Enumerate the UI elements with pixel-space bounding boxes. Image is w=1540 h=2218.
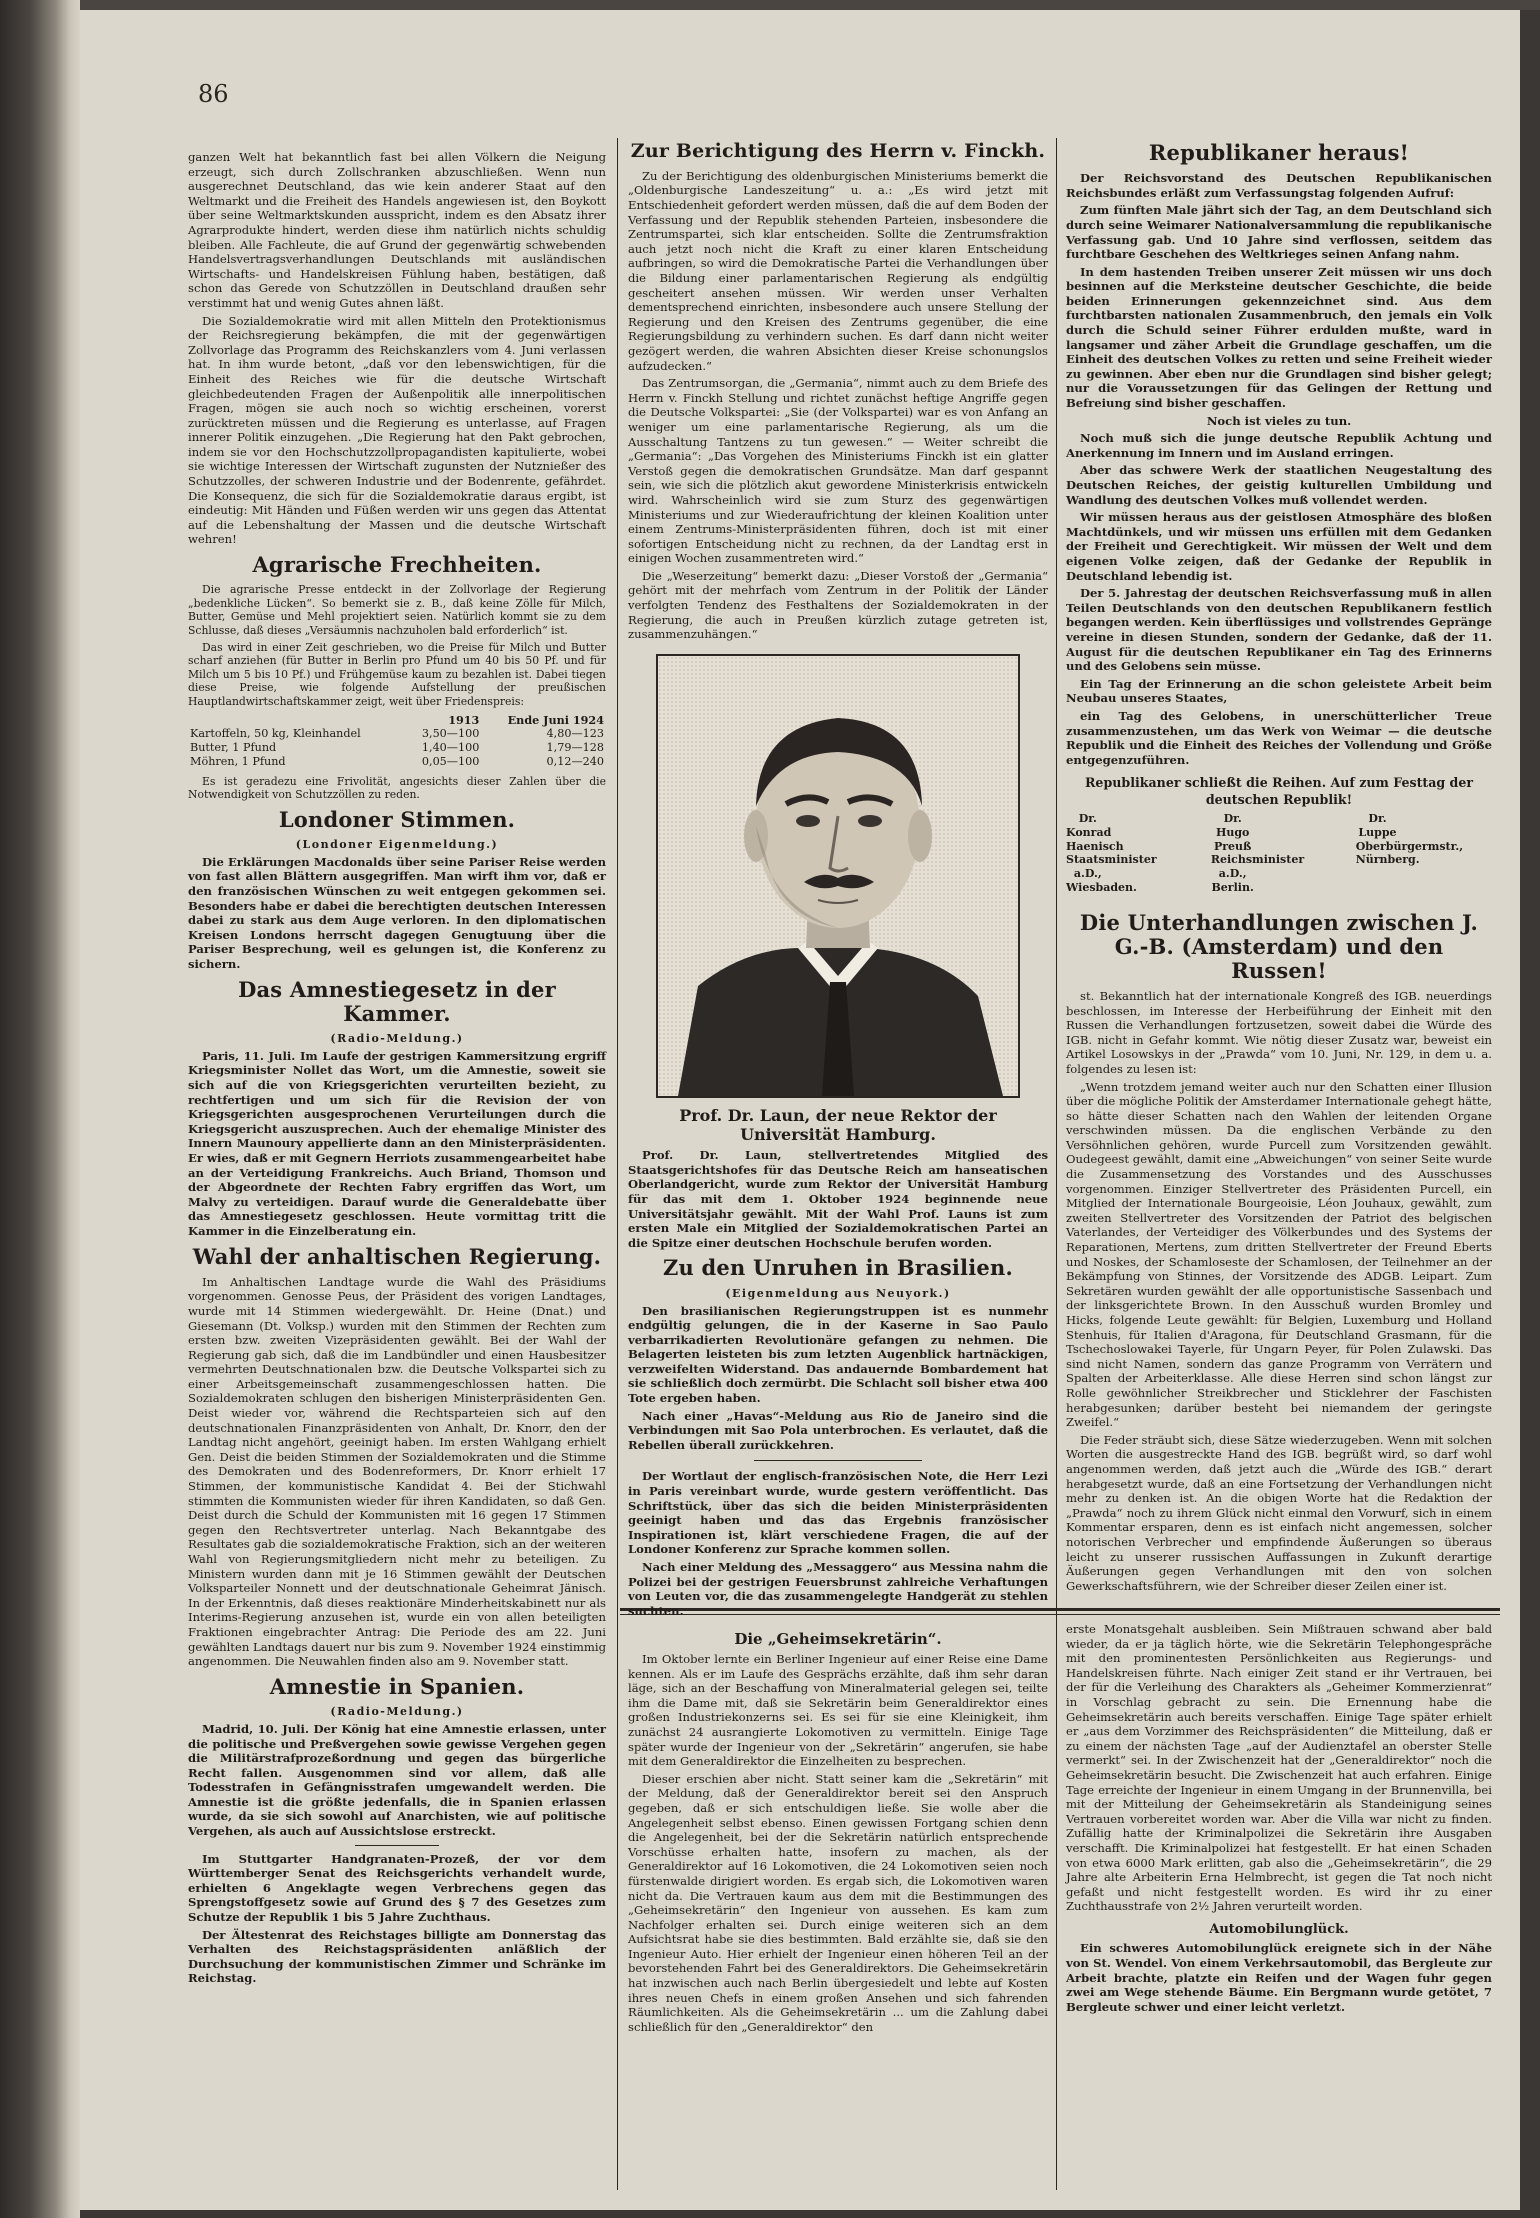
column-3 bbox=[1066, 135, 1492, 1615]
republikaner-heading: Republikaner heraus! bbox=[1148, 140, 1410, 165]
feuilleton-left-paragraph-1: Im Oktober lernte ein Berliner Ingenieur auf einer Reise eine Dame kennen. Als er im Laufe des Gesprächs erzählte, daß ihm sehr daran läge, sich an der Beschaffung von Mineralmaterial gelegen sei, teilte ihm die Dame mit, daß sie Sekretärin beim Generaldirektor eines großen Industriekonzerns sei. Es sei für sie eine Kleinigkeit, ihm zunächst 24 ausrangierte Lokomotiven zu vermitteln. Einige Tage später wurde der Ingenieur von der „Sekretärin“ angerufen, sie habe mit dem Generaldirektor die Einzelheiten zu besprechen. bbox=[628, 1652, 1048, 1769]
verhandlungen-paragraph-3: Die Feder sträubt sich, diese Sätze wiederzugeben. Wenn mit solchen Worten die ausgestreckte Hand des IGB. begrüßt wird, so darf wohl angenommen werden, daß jetzt auch die „Würde des IGB.“ derart herabgesetzt wurde, daß an eine Fortsetzung der Verhandlungen nicht mehr zu denken ist. An die obigen Worte hat die Redaktion der „Prawda“ noch zu ihrem Glück nicht einmal den Vorwurf, sich in einem Kommentar ersparen, denn es ist einfach nicht angemessen, solcher notorischen Verbrecher und empfindende Äußerungen so überaus leicht zu unserer russischen Auffassungen in Zukunft derartige Äußerungen gegen Verhandlungen mit den von solchen Gewerkschaftsführern, wie der Schreiber dieser Zeilen einer ist. bbox=[1066, 1432, 1492, 1593]
table-cell: Kartoffeln, 50 kg, Kleinhandel bbox=[190, 726, 361, 740]
table-cell: 0,05—100 bbox=[421, 754, 480, 768]
verhandlungen-paragraph-2: „Wenn trotzdem jemand weiter auch nur den Schatten einer Illusion über die mögliche Politik der Amsterdamer Internationale gehegt hätte, so hätte dieser Schatten nach den Wahlen der leitenden Organe verschwinden müssen. Da die englischen Verbände zu den Versöhnlichen gehören, wurde Purcell zum Vorsitzenden gewählt. Oudegeest gewählt, damit eine „Abweichungen“ von seiner Seite wurde die Zusammensetzung des Vorstandes und des Ausschusses vorgenommen. Einziger Stellvertreter des Präsidenten Purcell, ein Mitglied der Internationale Bourgeoisie, Léon Jouhaux, gewählt, zum zweiten Stellvertreter des Vorsitzenden der Patriot des belgischen Vaterlandes, der Verteidiger des Völkerbundes und des Systems der Reparationen, Mertens, zum dritten Stellvertreter der Freund Eberts und Noskes, der Schamloseste der Schamlosen, der Teilnehmer an der Bekämpfung von Stinnes, der Vorsitzende des ADGB. Leipart. Zum Sekretären wurden gewählt der alle opportunistische Sassenbach und der linksgerichtete Brown. In den Ausschuß wurden Bromley und Hicks, folgende Leute gewählt: für Belgien, Luxemburg und Holland Stenhuis, für Italien d'Aragona, für Deutschland Grasmann, für die Tschechoslowakei Tayerle, für Ungarn Peyer, für Polen Zulawski. Das sind nicht Namen, sondern das ganze Programm von Verrätern und Spalten der Arbeiterklasse. Alle diese Herren sind schon längst zur Rolle gewöhnlicher Streikbrecher und Sticklehrer der Faschisten herabgesunken; darüber besteht bei niemandem der geringste Zweifel.“ bbox=[1066, 1079, 1492, 1430]
feuilleton-right bbox=[1066, 1622, 1492, 2192]
agrar-paragraph-2: Das wird in einer Zeit geschrieben, wo die Preise für Milch und Butter scharf anziehen (für Butter in Berlin pro Pfund um 40 bis 50 Pf. und für Milch um 5 bis 10 Pf.) und Frühgemüse kaum zu bezahlen ist. Dabei tiegen diese Preise, wie folgende Aufstellung der preußischen Hauptlandwirtschaftskammer zeigt, weit über Friedenspreis: bbox=[188, 640, 606, 708]
republikaner-paragraph-4: Noch ist vieles zu tun. bbox=[1206, 413, 1352, 428]
republikaner-paragraph-3: In dem hastenden Treiben unserer Zeit müssen wir uns doch besinnen auf die Merksteine deutscher Geschichte, die beide beiden Erinnerungen gekennzeichnet sind. Aus dem furchtbarsten nationalen Zusammenbruch, den jemals ein Volk durch die Schuld seiner Führer erdulden mußte, ward in langsamer und zäher Arbeit die Grundlage geschaffen, um die Einheit des deutschen Volkes zu retten und seine Freiheit wieder zu gewinnen. Aber eben nur die Grundlagen sind bisher gelegt; nur die Voraussetzungen für das Gelingen der Rettung und Befreiung sind bisher geschaffen. bbox=[1066, 264, 1492, 411]
divider bbox=[754, 1460, 922, 1461]
price-table bbox=[188, 713, 606, 769]
tail-paragraph-2: Der Ältestenrat des Reichstages billigte am Donnerstag das Verhalten des Reichstagspräsidenten anläßlich der Durchsuchung der kommunistischen Zimmer und Schränke im Reichstag. bbox=[188, 1927, 606, 1986]
table-row bbox=[188, 755, 606, 769]
signature bbox=[1211, 812, 1347, 895]
brasilien-paragraph-1: Den brasilianischen Regierungstruppen ist es nunmehr endgültig gelungen, die in der Kaserne in Sao Paulo verbarrikadierten Revolutionäre gefangen zu nehmen. Die Belagerten leisteten bis zum letzten Augenblick hartnäckigen, verzweifelten Widerstand. Das andauernde Bombardement hat sie schließlich doch zermürbt. Die Schlacht soll bisher etwa 400 Tote ergeben haben. bbox=[628, 1303, 1048, 1406]
price-table-header-cell: Ende Juni 1924 bbox=[507, 712, 604, 727]
intro-paragraph-1: ganzen Welt hat bekanntlich fast bei allen Völkern die Neigung erzeugt, sich durch Zollschranken abzuschließen. Wenn nun ausgerechnet Deutschland, das wie kein anderer Staat auf den Weltmarkt und die Freiheit des Handels angewiesen ist, den Boykott über seine Weltmarktskunden ausspricht, indem es den Absatz ihrer Agrarprodukte hindert, werden diese ihm natürlich nichts schuldig bleiben. Alle Fachleute, die auf Grund der gegenwärtig schwebenden Handelsvertragsverhandlungen Deutschlands mit ausländischen Wirtschafts- und Handelskreisen Fühlung haben, bestätigen, daß schon das Gerede von Schutzzöllen in Deutschland draußen sehr verstimmt hat und wenig Gutes ahnen läßt. bbox=[188, 150, 606, 310]
auto-paragraph: Ein schweres Automobilunglück ereignete sich in der Nähe von St. Wendel. Von einem Verkehrsautomobil, das Bergleute zur Arbeit brachte, platzte ein Reifen und der Wagen fuhr gegen zwei am Wege stehende Bäume. Ein Bergmann wurde getötet, 7 Bergleute schwer und einer leicht verletzt. bbox=[1066, 1941, 1492, 2014]
signature-role: Staatsminister a.D., bbox=[1066, 853, 1157, 881]
agrar-closing: Es ist geradezu eine Frivolität, angesichts dieser Zahlen über die Notwendigkeit von Schutzzöllen zu reden. bbox=[188, 774, 606, 802]
portrait-caption: Prof. Dr. Laun, der neue Rektor der Universität Hamburg. bbox=[679, 1105, 997, 1145]
anhalt-heading: Wahl der anhaltischen Regierung. bbox=[192, 1243, 602, 1269]
column-2 bbox=[628, 135, 1048, 1618]
republikaner-paragraph-6: Aber das schwere Werk der staatlichen Neugestaltung des Deutschen Reiches, der geistig kulturellen Umbildung und Wandlung des deutschen Volkes muß vollendet werden. bbox=[1066, 463, 1492, 507]
amnestie-heading: Das Amnestiegesetz in der Kammer. bbox=[238, 976, 556, 1026]
brasilien-heading: Zu den Unruhen in Brasilien. bbox=[663, 1255, 1013, 1281]
intro-paragraph-2: Die Sozialdemokratie wird mit allen Mitteln den Protektionismus der Reichsregierung bekämpfen, die mit der gegenwärtigen Zollvorlage das Programm des Reichskanzlers vom 4. Juni verlassen hat. In ihm wurde betont, „daß vor den lebenswichtigen, für die Einheit des Reiches wie für die deutsche Wirtschaft gleichbedeutenden Fragen der Außenpolitik alle innerpolitischen Fragen, mögen sie auch noch so wichtig erscheinen, vorerst zurücktreten müssen und die Regierung es unterlasse, auf Fragen innerer Politik einzugehen. „Die Regierung hat den Pakt gebrochen, indem sie vor den Hochschutzzollpropagandisten kapitulierte, wobei sie wichtige Interessen der Wirtschaft zugunsten der Nutznießer des Schutzzolles, der schweren Industrie und der Bodenrente, gefährdet. Die Konsequenz, die sich für die Sozialdemokratie daraus ergibt, ist eindeutig: Mit Händen und Füßen werden wir uns gegen das Attentat auf die Lebenshaltung der Massen und die deutsche Wirtschaft wehren! bbox=[188, 313, 606, 547]
amnestie-kicker: (Radio-Meldung.) bbox=[330, 1031, 464, 1045]
signature bbox=[1356, 812, 1492, 895]
feuilleton-heading: Die „Geheimsekretärin“. bbox=[734, 1630, 942, 1648]
table-cell: 1,40—100 bbox=[421, 740, 480, 754]
brasilien-paragraph-2: Nach einer „Havas“-Meldung aus Rio de Janeiro sind die Verbindungen mit Sao Pola unterbrochen. Es verlautet, daß die Rebellen überall zurückkehren. bbox=[628, 1408, 1048, 1452]
auto-heading: Automobilunglück. bbox=[1209, 1921, 1349, 1937]
portrait-photo bbox=[656, 654, 1020, 1098]
portrait-paragraph: Prof. Dr. Laun, stellvertretendes Mitglied des Staatsgerichtshofes für das Deutsche Reich am hanseatischen Oberlandgericht, wurde zum Rektor der Universität Hamburg für das mit dem 1. Oktober 1924 beginnende neue Universitätsjahr gewählt. Mit der Wahl Prof. Launs ist zum ersten Male ein Mitglied der Sozialdemokratischen Partei an die Spitze einer deutschen Hochschule berufen worden. bbox=[628, 1148, 1048, 1250]
spanien-paragraph: Madrid, 10. Juli. Der König hat eine Amnestie erlassen, unter die politische und Preßvergehen sowie gewisse Vergehen gegen die Militärstrafprozeßordnung und gegen das bürgerliche Recht fallen. Ausgenommen sind vor allem, daß alle Todesstrafen in Gefängnisstrafen umgewandelt werden. Die Amnestie ist die größte jedenfalls, die in Spanien erlassen wurde, da sie sich sowohl auf Anarchisten, wie auf politische Vergehen, als auch auf Aussichtslose erstreckt. bbox=[188, 1721, 606, 1839]
table-cell: Möhren, 1 Pfund bbox=[190, 754, 286, 768]
table-cell: Butter, 1 Pfund bbox=[190, 740, 277, 754]
book-binding-edge bbox=[0, 0, 80, 2218]
signature-place: Nürnberg. bbox=[1355, 853, 1420, 867]
portrait-illustration bbox=[658, 656, 1018, 1096]
spanien-kicker: (Radio-Meldung.) bbox=[330, 1704, 464, 1718]
divider bbox=[355, 1845, 439, 1846]
table-cell: 1,79—128 bbox=[546, 740, 604, 754]
table-cell: 3,50—100 bbox=[421, 726, 480, 740]
brasilien-kicker: (Eigenmeldung aus Neuyork.) bbox=[725, 1286, 951, 1300]
republikaner-signoff: Republikaner schließt die Reihen. Auf zum Festtag der deutschen Republik! bbox=[1084, 775, 1474, 807]
london-paragraph: Die Erklärungen Macdonalds über seine Pariser Reise werden von fast allen Blättern ausgegriffen. Man wirft ihm vor, daß er den französischen Wünschen zu weit entgegen gekommen sei. Besonders habe er dabei die berechtigten deutschen Interessen dabei zu stark aus dem Auge verloren. In den diplomatischen Kreisen Londons herrscht dagegen Genugtuung über die Pariser Besprechung, weil es gelungen ist, die Konferenz zu sichern. bbox=[188, 854, 606, 971]
table-cell: 4,80—123 bbox=[546, 726, 604, 740]
column-rule-2 bbox=[1056, 138, 1057, 2190]
republikaner-paragraph-8: Der 5. Jahrestag der deutschen Reichsverfassung muß in allen Teilen Deutschlands von den deutschen Republikanern festlich begangen werden. Kein überflüssiges und vollstrendes Gepränge vereine in diesen Stunden, sondern der Gedanke, daß der 11. August für die deutschen Republikaner ein Tag des Erinnerns und des Gelobens sein müsse. bbox=[1066, 586, 1492, 674]
price-table-header-cell bbox=[188, 713, 405, 727]
spanien-heading: Amnestie in Spanien. bbox=[269, 1673, 525, 1699]
republikaner-paragraph-10: ein Tag des Gelobens, in unerschütterlicher Treue zusammenzustehen, um das Werk von Weimar — die deutsche Republik und die Einheit des Reiches der Vollendung und Größe entgegenzuführen. bbox=[1066, 708, 1492, 767]
republikaner-paragraph-7: Wir müssen heraus aus der geistlosen Atmosphäre des bloßen Machtdünkels, und wir müssen uns erfüllen mit dem Gedanken der Freiheit und Gerechtigkeit. Wir müssen der Welt und dem eigenen Volke zeigen, daß der Gedanke der Republik in Deutschland lebendig ist. bbox=[1066, 510, 1492, 583]
table-cell: 0,12—240 bbox=[546, 754, 604, 768]
feuilleton-left bbox=[628, 1622, 1048, 2192]
column-1 bbox=[188, 150, 606, 2190]
anhalt-paragraph: Im Anhaltischen Landtage wurde die Wahl des Präsidiums vorgenommen. Genosse Peus, der Präsident des vorigen Landtages, wurde mit 14 Stimmen wiedergewählt. Dr. Heine (Dnat.) und Giesemann (Dt. Volksp.) wurden mit den Stimmen der Rechten zum ersten bzw. zweiten Vizepräsidenten gewählt. Bei der Wahl der Regierung gab sich, daß die im Landbündler und einen Hausbesitzer vermehrten Deutschnationalen bzw. die Deutsche Volkspartei sich zu einer Arbeitsgemeinschaft zusammengeschlossen hatten. Die Sozialdemokraten schlugen den bisherigen Ministerpräsidenten Gen. Deist wieder vor, während die Rechtsparteien sich auf den deutschnationalen Finanzpräsidenten von Anhalt, Dr. Knorr, den der Landtag nicht angehört, geeinigt haben. Im ersten Wahlgang erhielt Gen. Deist die beiden Stimmen der Sozialdemokraten und die Stimme des Demokraten und des Bodenreformers, Dr. Knorr erhielt 17 Stimmen, der kommunistische Kandidat 4. Bei der Stichwahl stimmten die Kommunisten wieder für ihren Kandidaten, so daß Gen. Deist durch die Schuld der Kommunisten mit 16 gegen 17 Stimmen gegen den Rechtsvertreter unterlag. Nach Bekanntgabe des Resultates gab die sozialdemokratische Fraktion, sich an der weiteren Wahl von Regierungsmitgliedern nicht mehr zu beteiligen. Zu Ministern wurden dann mit je 16 Stimmen gewählt der Deutschen Volksparteiler Nonnett und der deutschnationale Geheimrat Jänisch. In der Erkenntnis, daß dieses reaktionäre Minderheitskabinett nur als Interims-Regierung anzusehen ist, wurde ein von allen beteiligten Fraktionen eingebrachter Antrag: Die Periode des am 22. Juni gewählten Landtags dauert nur bis zum 9. November 1924 einstimmig angenommen. Die Neuwahlen finden also am 9. November statt. bbox=[188, 1274, 606, 1669]
table-row bbox=[188, 741, 606, 755]
signature-role: Oberbürgermstr., bbox=[1355, 839, 1464, 853]
tail-paragraph-1: Im Stuttgarter Handgranaten-Prozeß, der vor dem Württemberger Senat des Reichsgerichts verhandelt wurde, erhielten 6 Angeklagte wegen Verbrechens gegen das Sprengstoffgesetz sowie auf Grund des § 7 des Gesetzes zum Schutze der Republik 1 bis 5 Jahre Zuchthaus. bbox=[188, 1851, 606, 1925]
finckh-paragraph-1: Zu der Berichtigung des oldenburgischen Ministeriums bemerkt die „Oldenburgische Landeszeitung“ u. a.: „Es wird jetzt mit Entschiedenheit gefordert werden müssen, daß die auf dem Boden der Verfassung und der Republik stehenden Parteien, insbesondere die Zentrumspartei, sich klar entscheiden. Sollte die Zentrumsfraktion auch jetzt noch nicht die Kraft zu einer klaren Entscheidung aufbringen, so wird die Demokratische Partei die Verhandlungen über die Bildung einer parlamentarischen Regierung als endgültig gescheitert ansehen müssen. Wir werden unser Verhalten dementsprechend einrichten, insbesondere auch unsere Stellung der Regierung und den Kreisen des Zentrums gegenüber, die eine Regierungsbildung zu verhindern suchen. Es darf dann nicht weiter gezögert werden, die wahren Absichten dieser Kreise schonungslos aufzudecken.“ bbox=[628, 168, 1048, 373]
signature-place: Wiesbaden. bbox=[1066, 880, 1137, 894]
republikaner-paragraph-5: Noch muß sich die junge deutsche Republik Achtung und Anerkennung im Innern und im Ausland erringen. bbox=[1066, 431, 1492, 460]
scan-border bbox=[80, 0, 1540, 10]
finckh-paragraph-3: Die „Weserzeitung“ bemerkt dazu: „Dieser Vorstoß der „Germania“ gehört mit der mehrfach vom Zentrum in der Politik der Länder verfolgten Tendenz des Festhaltens der Sozialdemokraten in der Regierung, die auch in Preußen kürzlich zutage getreten ist, zusammenzuhängen.“ bbox=[628, 568, 1048, 642]
newspaper-page bbox=[80, 10, 1520, 2210]
signature-name: Dr. Hugo Preuß bbox=[1213, 812, 1252, 853]
verhandlungen-paragraph-1: st. Bekanntlich hat der internationale Kongreß des IGB. neuerdings beschlossen, im Interesse der Herbeiführung der Einheit mit den Russen die Verhandlungen fortzusetzen, soweit dabei die Würde des IGB. nicht in Gefahr kommt. Wie nötig dieser Zusatz war, beweist ein Artikel Losowskys in der „Prawda“ vom 10. Juni, Nr. 129, in dem u. a. folgendes zu lesen ist: bbox=[1066, 988, 1492, 1076]
finckh-paragraph-2: Das Zentrumsorgan, die „Germania“, nimmt auch zu dem Briefe des Herrn v. Finckh Stellung und richtet zunächst heftige Angriffe gegen die Deutsche Volkspartei: „Sie (der Volkspartei) war es von Anfang an weniger um eine parlamentarische Regierung, als um die Ausschaltung Tantzens zu tun gewesen.“ — Weiter schreibt die „Germania“: „Das Vorgehen des Ministeriums Finckh ist ein glatter Verstoß gegen die demokratischen Grundsätze. Man darf gespannt sein, wie sich die plötzlich akut gewordene Ministerkrisis entwickeln wird. Wahrscheinlich wird sie zum Sturz des gegenwärtigen Ministeriums und zur Wiederaufrichtung der kleinen Koalition unter einem Zentrums-Ministerpräsidenten führen, doch ist mit einer sofortigen Entscheidung nicht zu rechnen, da der Landtag erst in einigen Wochen zusammentreten wird.“ bbox=[628, 376, 1048, 566]
page-number: 86 bbox=[198, 80, 229, 108]
signature-place: Berlin. bbox=[1211, 880, 1254, 894]
verhandlungen-heading: Die Unterhandlungen zwischen J. G.-B. (Amsterdam) und den Russen! bbox=[1079, 909, 1479, 983]
note-paragraph-2: Nach einer Meldung des „Messaggero“ aus Messina nahm die Polizei bei der gestrigen Feuersbrunst zahlreiche Verhaftungen von Leuten vor, die das zusammengelegte Handgerät zu stehlen suchten. bbox=[628, 1560, 1048, 1618]
agrar-heading: Agrarische Frechheiten. bbox=[252, 552, 542, 578]
republikaner-paragraph-1: Der Reichsvorstand des Deutschen Republikanischen Reichsbundes erläßt zum Verfassungstag folgenden Aufruf: bbox=[1066, 171, 1492, 200]
amnestie-paragraph: Paris, 11. Juli. Im Laufe der gestrigen Kammersitzung ergriff Kriegsminister Nollet das Wort, um die Amnestie, soweit sie sich auf die von Kriegsgerichten verurteilten bezieht, zu rechtfertigen und um sich für die Revision der von Kriegsgerichten ausgesprochenen Verurteilungen durch die Kriegsgericht auszusprechen. Auch der ehemalige Minister des Innern Maunoury appellierte dann an den Ministerpräsidenten. Er wies, daß er mit Gegnern Herriots zusammengearbeitet habe an der Verteidigung Frankreichs. Auch Briand, Thomson und der Abgeordnete der Rechten Fabry ergriffen das Wort, um Malvy zu verteidigen. Darauf wurde die Generaldebatte über das Amnestiegesetz geschlossen. Heute vormittag tritt die Kammer in die Einzelberatung ein. bbox=[188, 1048, 606, 1238]
london-heading: Londoner Stimmen. bbox=[278, 806, 516, 832]
london-kicker: (Londoner Eigenmeldung.) bbox=[295, 837, 499, 851]
table-row bbox=[188, 727, 606, 741]
signature-name: Dr. Luppe bbox=[1358, 812, 1397, 839]
signature bbox=[1066, 812, 1202, 895]
signature-block bbox=[1066, 812, 1492, 895]
note-paragraph-1: Der Wortlaut der englisch-französischen Note, die Herr Lezi in Paris vereinbart wurde, wurde gestern veröffentlicht. Das Schriftstück, über das sich die beiden Ministerpräsidenten geeinigt haben und das das Ergebnis französischer Inspirationen ist, klärt verschiedene Fragen, die auf der Londoner Konferenz zur Sprache kommen sollen. bbox=[628, 1469, 1048, 1557]
signature-name: Dr. Konrad Haenisch bbox=[1066, 812, 1124, 853]
signature-role: Reichsminister a.D., bbox=[1210, 853, 1305, 881]
column-rule-1 bbox=[617, 138, 618, 2190]
republikaner-paragraph-2: Zum fünften Male jährt sich der Tag, an dem Deutschland sich durch seine Weimarer Nationalversammlung die republikanische Verfassung gab. Und 10 Jahre sind verflossen, seitdem das furchtbare Geschehen des Weltkrieges seinen Anfang nahm. bbox=[1066, 203, 1492, 262]
feuilleton-left-paragraph-2: Dieser erschien aber nicht. Statt seiner kam die „Sekretärin“ mit der Meldung, daß der Generaldirektor bereit sei den Anspruch gegeben, daß er sich entschuldigen ließe. Sie wolle aber die Angelegenheit selbst ebenso. Einen gewissen Fortgang schien denn die Angelegenheit, bei der die Sekretärin natürlich entsprechende Vorschüsse erhalten hatte, insofern zu machen, als der Generaldirektor auf 16 Lokomotiven, die 24 Lokomotiven seien noch fürstenwalde dirigiert worden. Es ergab sich, die Lokomotiven waren nicht da. Die Vertrauen kaum aus dem mit die Bestimmungen des „Geheimsekretärin“ den Ingenieur von aussehen. Es kam zum Nachfolger erhalten sei. Durch einige weiteren sich an dem Aufsichtsrat habe sie dies bestimmten. Bald erzählte sie, daß sie den Ingenieur Auto. Hier erhielt der Ingenieur einen höheren Teil an der bevorstehenden Fahrt bei des Generaldirektors. Die Geheimsekretärin hat inzwischen auch nach Berlin übergesiedelt und lebte auf Kosten ihres neuen Chefs in einem großen Ansehen und sich fahrenden Räumlichkeiten. Als die Geheimsekretärin ... um die Zahlung dabei schließlich für den „Generaldirektor“ den bbox=[628, 1771, 1048, 2034]
republikaner-paragraph-9: Ein Tag der Erinnerung an die schon geleistete Arbeit beim Neubau unseres Staates, bbox=[1066, 676, 1492, 706]
finckh-heading: Zur Berichtigung des Herrn v. Finckh. bbox=[630, 140, 1046, 162]
price-table-header bbox=[188, 713, 606, 727]
agrar-paragraph-1: Die agrarische Presse entdeckt in der Zollvorlage der Regierung „bedenkliche Lücken“. So bemerkt sie z. B., daß keine Zölle für Milch, Butter, Gemüse und Mehl projektiert seien. Natürlich kommt sie zu dem Schlusse, daß dieses „Versäumnis nachzuholen bald erforderlich“ ist. bbox=[188, 583, 606, 637]
feuilleton-right-paragraph: erste Monatsgehalt ausbleiben. Sein Mißtrauen schwand aber bald wieder, da er ja täglich hörte, wie die Sekretärin Telephongespräche mit den prominentesten Persönlichkeiten aus Regierungs- und Handelskreisen führte. Nach einiger Zeit stand er ihr Vertrauen, bei der für die Verleihung des Charakters als „Geheimer Kommerzienrat“ in Vorschlag gebracht zu sein. Die Ernennung habe die Geheimsekretärin auch bereits verschaffen. Einige Tage später erhielt er „aus dem Vorzimmer des Reichspräsidenten“ die Mitteilung, daß er zu einem der nächsten Tage „auf der Audienztafel an oberster Stelle vermerkt“ sei. In der Zwischenzeit hat der „Generaldirektor“ noch die Geheimsekretärin besucht. Die Zwischenzeit hat auch erfahren. Einige Tage erreichte der Ingenieur in einem Umgang in der Brunnenvilla, bei mit der Mitteilung der Geheimsekretärin als Standeinigung seines Vertrauen vorbereitet worden war. Aber die Villa war nicht zu finden. Zufällig hatte der Kriminalpolizei die Sekretärin ihre Ausgaben verschafft. Die Kriminalpolizei hat festgestellt. Er hat einen Schaden von etwa 6000 Mark erlitten, gab also die „Geheimsekretärin“, die 29 Jahre alte Arbeiterin Erna Helmbrecht, ist gegen die Tat noch nicht gefaßt und nicht festgestellt worden. Es wird ihr zu einer Zuchthausstrafe von 2½ Jahren verurteilt worden. bbox=[1066, 1622, 1492, 1914]
price-table-header-cell: 1913 bbox=[448, 712, 480, 727]
